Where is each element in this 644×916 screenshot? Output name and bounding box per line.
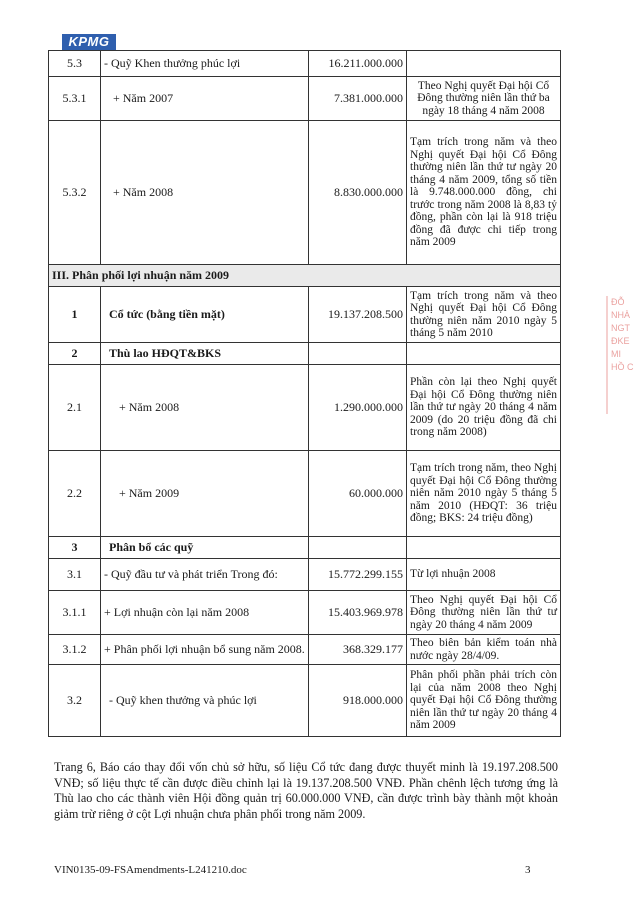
row-note: Theo Nghị quyết Đại hội Cổ Đông thường niên lần thứ ba ngày 18 tháng 4 năm 2008 — [407, 77, 561, 121]
section-title: III. Phân phối lợi nhuận năm 2009 — [49, 265, 561, 287]
row-item: + Năm 2009 — [101, 451, 309, 537]
row-amount: 918.000.000 — [309, 665, 407, 737]
row-number: 5.3.2 — [49, 121, 101, 265]
table-row — [49, 343, 561, 365]
section-header-row — [49, 265, 561, 287]
row-number: 3.1.2 — [49, 635, 101, 665]
row-amount: 8.830.000.000 — [309, 121, 407, 265]
document-id: VIN0135-09-FSAmendments-L241210.doc — [54, 864, 247, 876]
row-number: 5.3.1 — [49, 77, 101, 121]
row-number: 2 — [49, 343, 101, 365]
row-number: 3.1.1 — [49, 591, 101, 635]
row-note: Theo biên bản kiểm toán nhà nước ngày 28/4/09. — [407, 635, 561, 665]
stamp-line: ĐỖ — [611, 297, 625, 307]
red-stamp-partial — [606, 296, 644, 414]
row-amount — [309, 537, 407, 559]
row-amount: 7.381.000.000 — [309, 77, 407, 121]
row-number: 2.2 — [49, 451, 101, 537]
row-note — [407, 343, 561, 365]
row-item: - Quỹ khen thưởng và phúc lợi — [101, 665, 309, 737]
kpmg-logo: KPMG — [62, 34, 116, 50]
row-amount: 60.000.000 — [309, 451, 407, 537]
table-row — [49, 51, 561, 77]
page-number: 3 — [525, 864, 531, 876]
row-note: Phân phối phần phải trích còn lại của năm 2008 theo Nghị quyết Đại hội Cổ Đông thường niên lần thứ tư ngày 20 tháng 4 năm 2009 — [407, 665, 561, 737]
row-number: 2.1 — [49, 365, 101, 451]
table-row — [49, 121, 561, 265]
row-item: + Năm 2007 — [101, 77, 309, 121]
row-item: + Năm 2008 — [101, 121, 309, 265]
row-amount: 16.211.000.000 — [309, 51, 407, 77]
row-item: Thù lao HĐQT&BKS — [101, 343, 309, 365]
row-note: Tạm trích trong năm và theo Nghị quyết Đại hội Cổ Đông thường niên năm 2010 ngày 5 tháng 5 năm 2010 — [407, 287, 561, 343]
table-row — [49, 77, 561, 121]
row-amount: 15.403.969.978 — [309, 591, 407, 635]
row-number: 5.3 — [49, 51, 101, 77]
adjustment-note-paragraph: Trang 6, Báo cáo thay đổi vốn chủ sở hữu, số liệu Cổ tức đang được thuyết minh là 19.197.208.500 VNĐ; số liệu thực tế cần được điều chỉnh lại là 19.137.208.500 VNĐ. Phần chênh lệch tương ứng là Thù lao cho các thành viên Hội đồng quản trị 60.000.000 VNĐ, cần được trình bày thành một khoản giảm trừ riêng ở cột Lợi nhuận chưa phân phối trong năm 2009. — [54, 760, 558, 821]
row-note: Phần còn lại theo Nghị quyết Đại hội Cổ Đông thường niên lần thứ tư ngày 20 tháng 4 năm 2009 (do 20 triệu đồng đã chi trong năm 2008) — [407, 365, 561, 451]
stamp-line: MI — [611, 349, 621, 359]
row-number: 1 — [49, 287, 101, 343]
stamp-line: NHÀ — [611, 310, 631, 320]
table-row — [49, 537, 561, 559]
table-row — [49, 559, 561, 591]
row-number: 3.1 — [49, 559, 101, 591]
row-note — [407, 51, 561, 77]
table-row — [49, 665, 561, 737]
row-item: Phân bổ các quỹ — [101, 537, 309, 559]
row-item: + Lợi nhuận còn lại năm 2008 — [101, 591, 309, 635]
stamp-line: HỒ C — [611, 362, 634, 372]
row-number: 3 — [49, 537, 101, 559]
table-row — [49, 287, 561, 343]
row-item: - Quỹ Khen thưởng phúc lợi — [101, 51, 309, 77]
row-amount: 368.329.177 — [309, 635, 407, 665]
row-item: + Năm 2008 — [101, 365, 309, 451]
table-row — [49, 591, 561, 635]
row-amount — [309, 343, 407, 365]
row-note: Từ lợi nhuận 2008 — [407, 559, 561, 591]
row-item: + Phân phối lợi nhuận bổ sung năm 2008. — [101, 635, 309, 665]
row-note: Theo Nghị quyết Đại hội Cổ Đông thường niên lần thứ tư ngày 20 tháng 4 năm 2009 — [407, 591, 561, 635]
stamp-line: NGT — [611, 323, 630, 333]
row-amount: 1.290.000.000 — [309, 365, 407, 451]
table-row — [49, 365, 561, 451]
row-note: Tạm trích trong năm, theo Nghị quyết Đại hội Cổ Đông thường niên năm 2010 ngày 5 tháng 5 năm 2010 (HĐQT: 36 triệu đồng; BKS: 24 triệu đồng) — [407, 451, 561, 537]
table-row — [49, 451, 561, 537]
row-item: - Quỹ đầu tư và phát triển Trong đó: — [101, 559, 309, 591]
row-amount: 19.137.208.500 — [309, 287, 407, 343]
row-note: Tạm trích trong năm và theo Nghị quyết Đại hội Cổ Đông thường niên lần thứ tư ngày 20 tháng 4 năm 2009, tổng số tiền là 9.748.000.000 đồng, chi trước trong năm 2008 là 8,83 tỷ đồng, phần còn lại là 918 triệu đồng đã được chi tiếp trong năm 2009 — [407, 121, 561, 265]
stamp-line: ĐKE — [611, 336, 630, 346]
row-number: 3.2 — [49, 665, 101, 737]
row-note — [407, 537, 561, 559]
row-amount: 15.772.299.155 — [309, 559, 407, 591]
row-item: Cổ tức (bằng tiền mặt) — [101, 287, 309, 343]
profit-distribution-table — [48, 50, 561, 737]
table-row — [49, 635, 561, 665]
